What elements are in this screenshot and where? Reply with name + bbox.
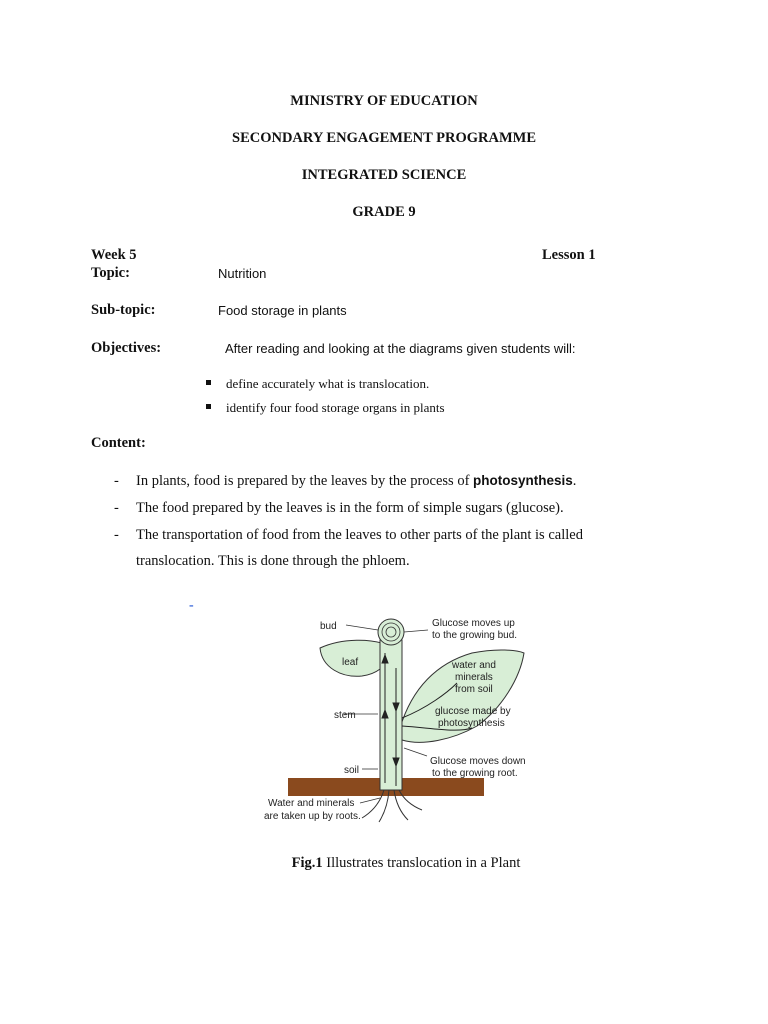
content-label: Content: [91, 435, 146, 451]
week-label: Week 5 [91, 247, 137, 263]
content-line-3b: translocation. This is done through the phloem. [136, 553, 410, 569]
programme-title: SECONDARY ENGAGEMENT PROGRAMME [232, 130, 536, 146]
dash-bullet: - [114, 473, 119, 489]
subject-title: INTEGRATED SCIENCE [301, 167, 467, 183]
topic-label: Topic: [91, 265, 130, 281]
figure-caption-text: Illustrates translocation in a Plant [322, 855, 521, 871]
stray-mark: - [189, 598, 194, 613]
content-line-1-suffix: . [572, 473, 577, 489]
label-water-3: from soil [455, 684, 493, 695]
label-soil: soil [344, 765, 360, 776]
label-water-2: minerals [455, 672, 493, 683]
content-line-2: The food prepared by the leaves is in the form of simple sugars (glucose). [136, 500, 564, 516]
figure-caption [0, 855, 768, 872]
photosynthesis-term: photosynthesis [473, 473, 573, 488]
label-photo-1: glucose made by [435, 706, 511, 717]
dash-bullet: - [114, 500, 119, 516]
content-line-3a: The transportation of food from the leaves to other parts of the plant is called [136, 527, 583, 543]
content-line-1-prefix: In plants, food is prepared by the leaves by the process of [136, 473, 474, 489]
objective-item: identify four food storage organs in plants [226, 400, 445, 415]
bullet-square-icon [206, 380, 211, 385]
label-down-1: Glucose moves down [430, 756, 526, 767]
subtopic-value: Food storage in plants [218, 303, 347, 318]
topic-value: Nutrition [218, 266, 267, 281]
label-glucose-up-1: Glucose moves up [432, 618, 515, 629]
label-stem: stem [334, 710, 356, 721]
ministry-title: MINISTRY OF EDUCATION [290, 93, 478, 109]
objectives-intro: After reading and looking at the diagrams given students will: [225, 341, 576, 356]
objectives-label: Objectives: [91, 340, 162, 356]
label-photo-2: photosynthesis [438, 718, 505, 729]
label-water-1: water and [452, 660, 496, 671]
dash-bullet: - [114, 527, 119, 543]
label-roots-2: are taken up by roots. [264, 811, 361, 822]
label-down-2: to the growing root. [432, 768, 518, 779]
bullet-square-icon [206, 404, 211, 409]
label-glucose-up-2: to the growing bud. [432, 630, 518, 641]
label-roots-1: Water and minerals [268, 798, 355, 809]
label-bud: bud [320, 621, 337, 632]
translocation-diagram [262, 608, 532, 828]
subtopic-label: Sub-topic: [91, 302, 156, 318]
label-leaf: leaf [342, 657, 359, 668]
figure-caption-label: Fig.1 [291, 855, 323, 871]
grade-title: GRADE 9 [352, 204, 416, 220]
bud-icon [378, 619, 404, 645]
objective-item: define accurately what is translocation. [226, 376, 430, 391]
lesson-label: Lesson 1 [542, 247, 596, 263]
content-line-1 [136, 473, 576, 490]
